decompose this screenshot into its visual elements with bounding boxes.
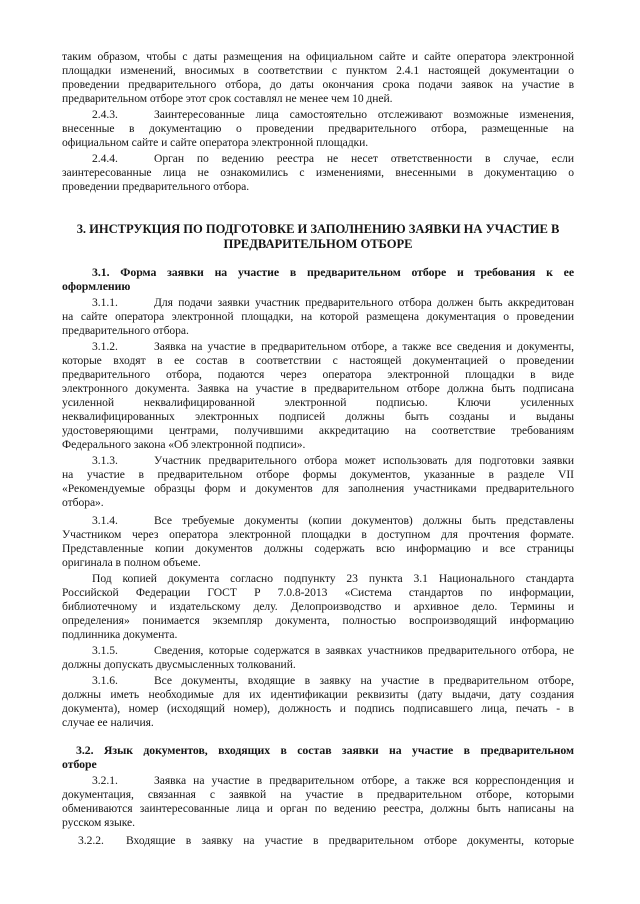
paragraph-first-line: 3.2.2. Входящие в заявку на участие в предварительном отборе документы, которые [78,834,574,847]
text-line: таким образом, чтобы с даты размещения на официальном сайте и сайте оператора электронной [62,50,574,63]
paragraph-first-line: 3.1.4. Все требуемые документы (копии документов) должны быть представлены [92,514,574,527]
text-line: неквалифицированных электронных подписей должны быть созданы и выданы [62,410,574,423]
text-line: предварительном отборе этот срок составлял не менее чем 10 дней. [62,92,393,105]
text-line: внесенные в документацию о проведении предварительного отбора, размещенные на [62,122,574,135]
section-title: ПРЕДВАРИТЕЛЬНОМ ОТБОРЕ [223,237,413,251]
text-line: которые входят в ее состав в соответствии с настоящей документацией о проведении [62,354,574,367]
paragraph-number: 3.2.1. [92,774,118,787]
paragraph-first-line: 3.2.1. Заявка на участие в предварительном отборе, а также вся корреспонденция и [92,774,574,787]
text-line: отбора». [62,496,104,509]
text-line: должны иметь необходимые для их идентификации реквизиты (дату выдачи, дату создания [62,688,574,701]
text-line: случае ее наличия. [62,716,154,729]
paragraph-first-line: 2.4.3. Заинтересованные лица самостоятельно отслеживают возможные изменения, [92,108,574,121]
text-line: библиотечному и издательскому делу. Делопроизводство и архивное дело. Термины и [62,600,574,613]
paragraph-number: 2.4.3. [92,108,118,121]
paragraph-number: 3.1.3. [92,454,118,467]
text-line: русском языке. [62,816,135,829]
text-line: «Рекомендуемые образцы форм и документов для заполнения участниками предварительного [62,482,574,495]
subsection-title: 3.2. Язык документов, входящих в состав заявки на участие в предварительном [76,743,574,757]
paragraph-number: 3.1.4. [92,514,118,527]
text-line: проведении предварительного отбора. [62,180,250,193]
text-line: на участие в предварительном отборе формы документов, указанные в разделе VII [62,468,574,481]
text-line: документа), номер (исходящий номер), должность и подпись подписавшего лица, печать - в [62,702,574,715]
text-line: официальном сайте и сайте оператора электронной площадки. [62,136,369,149]
text-line: определения» понимается экземпляр документа, полностью воспроизводящий информацию [62,614,574,627]
subsection-title: отборе [62,757,97,771]
subsection-title: 3.1. Форма заявки на участие в предварительном отборе и требования к ее [92,265,574,279]
paragraph-number: 2.4.4. [92,152,118,165]
paragraph-first-line: 3.1.5. Сведения, которые содержатся в заявках участников предварительного отбора, не [92,644,574,657]
paragraph-first-line: 3.1.2. Заявка на участие в предварительном отборе, а также все сведения и документы, [92,340,574,353]
text-line: Российской Федерации ГОСТ Р 7.0.8-2013 «Система стандартов по информации, [62,586,574,599]
text-line: подлинника документа. [62,628,178,641]
paragraph-number: 3.1.1. [92,296,118,309]
text-line: предварительного отбора, подаются через оператора электронной площадки в виде [62,368,574,381]
text-line: Федерального закона «Об электронной подписи». [62,438,306,451]
text-line: должны допускать двусмысленных толкований. [62,658,296,671]
text-line: электронного документа. Заявка на участие в предварительном отборе должна быть подписана [62,382,574,395]
text-line: предварительного отбора. [62,324,189,337]
text-line: оригинала в полном объеме. [62,556,201,569]
paragraph-first-line: Под копией документа согласно подпункту 23 пункта 3.1 Национального стандарта [92,572,574,585]
paragraph-first-line: 3.1.3. Участник предварительного отбора может использовать для подготовки заявки [92,454,574,467]
paragraph-number: 3.1.6. [92,674,118,687]
paragraph-number: 3.2.2. [78,834,104,847]
text-line: удостоверяющими центрами, получившими аккредитацию на соответствие требованиям [62,424,574,437]
paragraph-first-line: 3.1.1. Для подачи заявки участник предварительного отбора должен быть аккредитован [92,296,574,309]
paragraph-first-line: 2.4.4. Орган по ведению реестра не несет ответственности в случае, если [92,152,574,165]
text-line: Участником через оператора электронной площадки в доступном для прочтения формате. [62,528,574,541]
text-line: Представленные копии документов должны содержать всю информацию и все страницы [62,542,574,555]
paragraph-number: 3.1.2. [92,340,118,353]
text-line: документация, связанная с заявкой на участие в предварительном отборе, которыми [62,788,574,801]
text-line: площадки изменений, вносимых в соответствии с пунктом 2.4.1 настоящей документации о [62,64,574,77]
text-line: на сайте оператора электронной площадки, на которой размещена документация о проведении [62,310,574,323]
text-line: заинтересованные лица не ознакомились с изменениями, внесенными в документацию о [62,166,574,179]
section-title: 3. ИНСТРУКЦИЯ ПО ПОДГОТОВКЕ И ЗАПОЛНЕНИЮ ЗАЯВКИ НА УЧАСТИЕ В [76,222,560,236]
text-line: обмениваются заинтересованные лица и орган по ведению реестра, должны быть написаны на [62,802,574,815]
paragraph-number: 3.1.5. [92,644,118,657]
text-line: усиленной неквалифицированной электронной подписью. Ключи усиленных [62,396,574,409]
text-line: проведении предварительного отбора, до даты окончания срока подачи заявок на участие в [62,78,574,91]
subsection-title: оформлению [62,279,131,293]
paragraph-first-line: 3.1.6. Все документы, входящие в заявку на участие в предварительном отборе, [92,674,574,687]
